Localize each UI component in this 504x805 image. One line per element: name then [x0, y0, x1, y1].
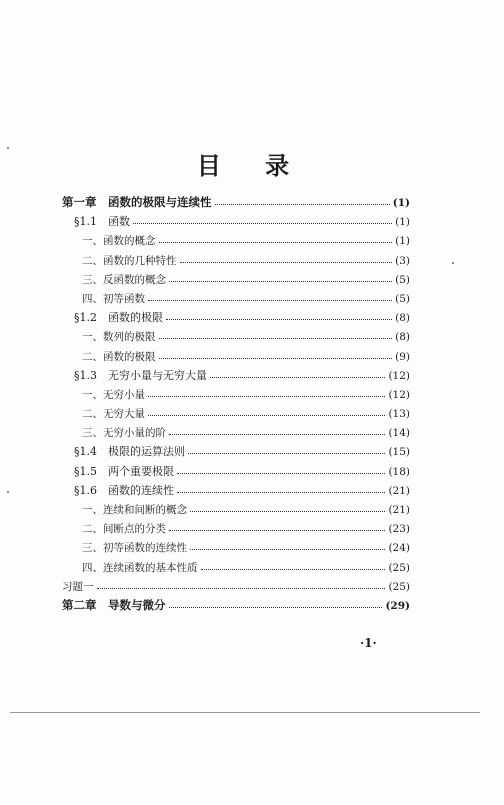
toc-section-entry[interactable] [62, 461, 410, 480]
toc-entry-page-number: (21) [388, 484, 410, 497]
toc-entry-label: §1.1 函数 [74, 215, 130, 229]
toc-entry-label: 三、无穷小量的阶 [82, 427, 166, 440]
toc-entry-label: 一、函数的概念 [82, 235, 156, 248]
dot-leader [166, 306, 392, 320]
toc-entry-page-number: (29) [385, 599, 410, 612]
toc-entry-page-number: (1) [395, 216, 410, 229]
toc-section-entry[interactable] [62, 211, 410, 230]
toc-entry-label: 二、间断点的分类 [82, 523, 166, 536]
toc-subsection-entry[interactable] [62, 250, 410, 269]
toc-entry-label: §1.4 极限的运算法则 [74, 445, 185, 459]
toc-entry-page-number: (13) [388, 408, 410, 421]
toc-entry-label: 二、无穷大量 [82, 408, 145, 421]
dot-leader [169, 421, 385, 435]
dot-leader [159, 229, 393, 243]
dot-leader [215, 191, 390, 205]
scan-speck [7, 491, 9, 493]
toc-section-entry[interactable] [62, 365, 410, 384]
toc-entry-label: §1.5 两个重要极限 [74, 464, 174, 478]
toc-subsection-entry[interactable] [62, 346, 410, 365]
toc-chapter-entry[interactable] [62, 192, 410, 211]
toc-subsection-entry[interactable] [62, 537, 410, 556]
toc-entry-label: 二、函数的几种特性 [82, 254, 177, 267]
dot-leader [169, 594, 383, 608]
toc-entry-label: 四、初等函数 [82, 292, 145, 305]
toc-entry-label: 三、反函数的概念 [82, 273, 166, 286]
toc-subsection-entry[interactable] [62, 384, 410, 403]
toc-entry-label: 三、初等函数的连续性 [82, 542, 187, 555]
toc-entry-page-number: (15) [388, 446, 410, 459]
toc-entry-page-number: (21) [388, 504, 410, 516]
toc-entry-label: §1.2 函数的极限 [74, 311, 163, 325]
dot-leader [180, 249, 393, 263]
toc-entry-label: 一、连续和间断的概念 [82, 504, 187, 516]
dot-leader [159, 345, 393, 359]
dot-leader [169, 268, 392, 282]
toc-entry-page-number: (5) [395, 273, 410, 286]
dot-leader [148, 402, 385, 416]
dot-leader [148, 287, 392, 301]
dot-leader [177, 460, 385, 474]
toc-entry-label: §1.3 无穷小量与无穷大量 [74, 368, 207, 382]
dot-leader [210, 364, 385, 378]
toc-entry-page-number: (25) [388, 580, 410, 593]
dot-leader [133, 210, 392, 224]
toc-subsection-entry[interactable] [62, 288, 410, 307]
toc-entry-label: 一、无穷小量 [82, 388, 145, 401]
toc-subsection-entry[interactable] [62, 499, 410, 518]
page-title: 目 录 [196, 151, 308, 180]
toc-entry-page-number: (23) [388, 523, 410, 536]
scan-edge-line [10, 712, 480, 713]
toc-entry-page-number: (9) [395, 350, 410, 363]
toc-entry-page-number: (8) [395, 331, 410, 344]
toc-entry-page-number: (1) [395, 235, 410, 248]
dot-leader [97, 575, 386, 589]
toc-subsection-entry[interactable] [62, 518, 410, 537]
toc-subsection-entry[interactable] [62, 403, 410, 422]
dot-leader [169, 517, 385, 531]
toc-entry-label: 一、数列的极限 [82, 331, 156, 344]
toc-entry-label: §1.6 函数的连续性 [74, 483, 174, 497]
toc-entry-page-number: (5) [395, 292, 410, 305]
toc-entry-page-number: (12) [388, 388, 410, 401]
toc-entry-page-number: (12) [388, 369, 410, 382]
toc-chapter-entry[interactable] [62, 595, 410, 614]
toc-entry-page-number: (14) [388, 427, 410, 440]
dot-leader [177, 479, 385, 493]
dot-leader [201, 556, 386, 570]
toc-entry-page-number: (1) [392, 197, 410, 209]
toc-entry-label: 四、连续函数的基本性质 [82, 561, 198, 574]
scan-speck [452, 262, 454, 264]
toc-section-entry[interactable] [62, 307, 410, 326]
toc-entry-page-number: (25) [388, 561, 410, 574]
toc-section-entry[interactable] [62, 480, 410, 499]
toc-entry-label: 习题一 [62, 580, 94, 593]
dot-leader [190, 498, 385, 512]
toc-entry-label: 第一章 函数的极限与连续性 [62, 195, 212, 209]
toc-entry-label: 二、函数的极限 [82, 350, 156, 363]
toc-entry-page-number: (24) [388, 542, 410, 555]
dot-leader [190, 536, 385, 550]
scan-speck [7, 147, 9, 149]
dot-leader [148, 383, 385, 397]
toc-subsection-entry[interactable] [62, 576, 410, 595]
toc-entry-page-number: (8) [395, 312, 410, 325]
toc-subsection-entry[interactable] [62, 557, 410, 576]
table-of-contents [62, 192, 410, 614]
toc-section-entry[interactable] [62, 441, 410, 460]
toc-subsection-entry[interactable] [62, 269, 410, 288]
toc-entry-label: 第二章 导数与微分 [62, 597, 166, 612]
toc-subsection-entry[interactable] [62, 326, 410, 345]
dot-leader [159, 325, 393, 339]
dot-leader [188, 440, 385, 454]
toc-entry-page-number: (3) [395, 254, 410, 267]
toc-entry-page-number: (18) [388, 465, 410, 478]
page-folio: ·1· [360, 636, 377, 650]
toc-subsection-entry[interactable] [62, 422, 410, 441]
toc-subsection-entry[interactable] [62, 230, 410, 249]
